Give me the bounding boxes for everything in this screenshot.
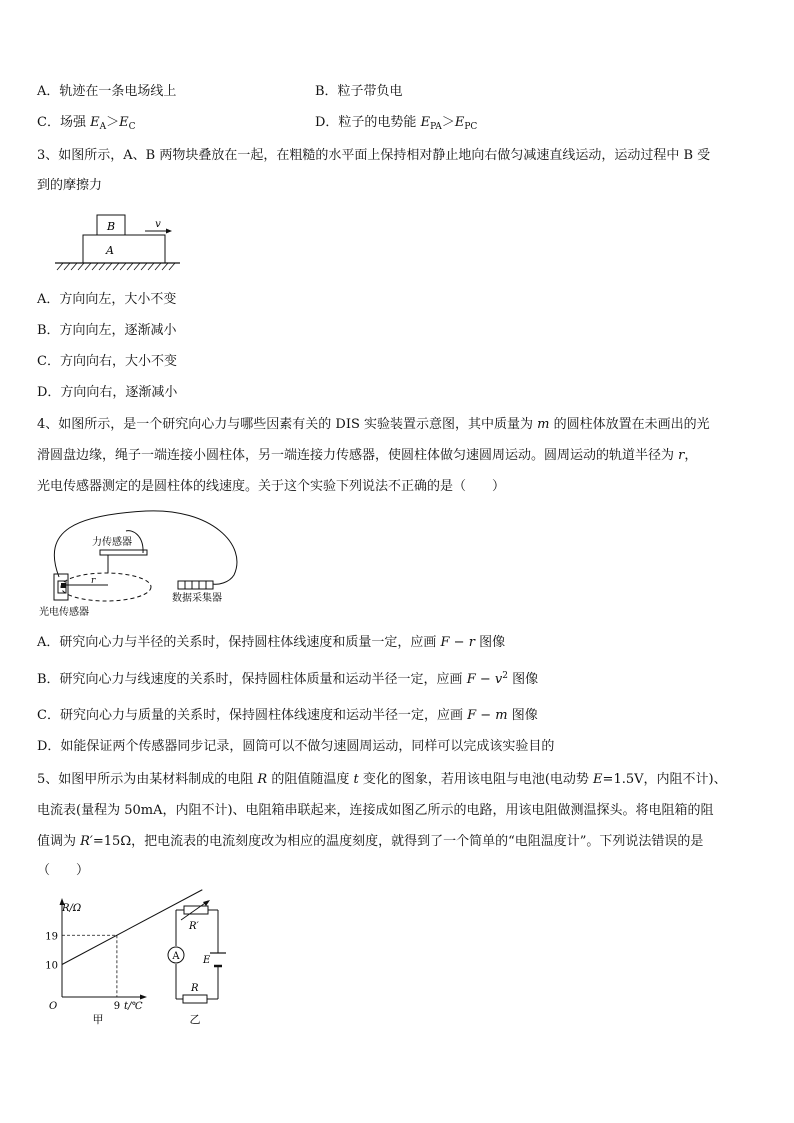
q2-option-c-text: C．场强 <box>37 115 91 130</box>
q3-option-b: B．方向向左，逐渐减小 <box>37 323 177 338</box>
fig-label-v: v <box>155 219 161 230</box>
q4-figure-dis-apparatus <box>36 505 246 620</box>
q5-stem-line2: 电流表(量程为 50mA，内阻不计)、电阻箱串联起来，连接成如图乙所示的电路，用该电阻做测温探头。将电阻箱的阻 <box>37 803 714 818</box>
y-tick-19: 19 <box>45 931 58 943</box>
q5-stem-line3 <box>37 835 703 848</box>
x-axis-label: t/℃ <box>124 1001 143 1012</box>
q2-option-d-s1: PA <box>430 122 442 132</box>
resistance-box-rprime <box>184 906 208 914</box>
ground-hatching <box>57 263 175 270</box>
q4-option-b <box>37 672 538 686</box>
q5-stem-line1 <box>37 773 727 786</box>
q4-option-c <box>37 709 538 722</box>
q3-stem-line1: 3、如图所示，A、B 两物块叠放在一起，在粗糙的水平面上保持相对静止地向右做匀减速直线运动，运动过程中 B 受 <box>37 148 711 163</box>
q3-option-a: A．方向向左，大小不变 <box>37 292 177 307</box>
data-collector-box <box>178 581 213 589</box>
q4-option-d: D．如能保证两个传感器同步记录，圆筒可以不做匀速圆周运动，同样可以完成该实验目的 <box>37 739 555 754</box>
long-cable <box>54 511 237 584</box>
q2-option-d-s2: PC <box>464 122 478 132</box>
q5-stem-line1-t: t <box>353 772 359 787</box>
q4-option-b-tail: 图像 <box>507 672 539 687</box>
photo-sensor-label: 光电传感器 <box>39 607 89 618</box>
q2-option-a: A．轨迹在一条电场线上 <box>37 84 177 99</box>
q2-option-d-e2: E <box>454 115 465 130</box>
q5-stem-line3-a: 值调为 <box>37 834 81 849</box>
variable-arrow-head <box>203 900 210 906</box>
force-sensor-label: 力传感器 <box>92 537 132 548</box>
q5-stem-line4: （ ） <box>37 863 90 878</box>
emf-label: E <box>203 955 211 966</box>
force-sensor-box <box>100 550 147 555</box>
cylinder-mass <box>61 583 66 588</box>
q5-graph-resistance-vs-temperature <box>40 895 155 1030</box>
q2-option-d-e1: E <box>420 115 431 130</box>
q2-option-c <box>37 116 136 132</box>
q5-stem-line1-E: E <box>593 772 603 787</box>
q4-option-b-formula: F − v <box>466 672 503 687</box>
q3-option-d: D．方向向右，逐渐减小 <box>37 385 178 400</box>
q5-stem-line1-c: 变化的图象，若用该电阻与电池(电动势 <box>358 772 594 787</box>
q2-option-c-gt: ＞ <box>106 115 120 130</box>
q4-stem-line3: 光电传感器测定的是圆柱体的线速度。关于这个实验下列说法不正确的是（ ） <box>37 479 506 494</box>
graph-caption: 甲 <box>92 1013 104 1026</box>
data-collector-label: 数据采集器 <box>172 593 222 604</box>
orbit-ellipse <box>61 573 151 601</box>
q5-stem-line3-b: =15Ω，把电流表的电流刻度改为相应的温度刻度，就得到了一个简单的“电阻温度计”。下列说法错误的是 <box>92 834 704 849</box>
q4-option-b-text: B．研究向心力与线速度的关系时，保持圆柱体质量和运动半径一定，应画 <box>37 672 467 687</box>
q2-option-d-gt: ＞ <box>441 115 455 130</box>
q4-option-a-text: A．研究向心力与半径的关系时，保持圆柱体线速度和质量一定，应画 <box>37 635 441 650</box>
r-label: R <box>191 983 199 994</box>
q5-stem-line1-b: 的阻值随温度 <box>267 772 354 787</box>
q4-stem-line2-b: ， <box>684 448 698 463</box>
q3-stem-line2: 到的摩擦力 <box>37 178 103 193</box>
rprime-label: R′ <box>189 921 199 932</box>
velocity-arrow-head <box>166 229 172 234</box>
circuit-caption: 乙 <box>189 1013 201 1026</box>
block-a <box>83 235 165 263</box>
q2-option-c-e1: E <box>90 115 100 130</box>
q4-option-a <box>37 636 505 649</box>
fig-label-a: A <box>106 244 114 257</box>
q2-option-d-text: D．粒子的电势能 <box>315 115 421 130</box>
y-axis-label: R/Ω <box>62 903 82 914</box>
q5-stem-line1-R: R <box>257 772 268 787</box>
q4-option-c-formula: F − m <box>467 708 508 723</box>
q2-option-c-s2: C <box>128 122 136 132</box>
q3-option-c: C．方向向右，大小不变 <box>37 354 177 369</box>
q4-stem-line1 <box>37 418 710 431</box>
resistor-r <box>183 995 207 1003</box>
y-tick-10: 10 <box>45 960 58 972</box>
q4-stem-line2-a: 滑圆盘边缘，绳子一端连接小圆柱体，另一端连接力传感器，使圆柱体做匀速圆周运动。圆周运动的轨道半径为 <box>37 448 679 463</box>
radius-label: r <box>91 576 96 586</box>
q4-stem-line2-r: r <box>678 448 685 463</box>
fig-label-b: B <box>106 220 116 233</box>
q2-option-d <box>315 116 477 132</box>
q2-option-b: B．粒子带负电 <box>315 84 403 99</box>
q2-option-c-e2: E <box>119 115 129 130</box>
q5-circuit-diagram <box>158 900 238 1035</box>
q4-option-a-tail: 图像 <box>474 635 506 650</box>
q4-stem-line2 <box>37 449 697 462</box>
origin-label: O <box>49 1001 58 1012</box>
q2-option-c-s1: A <box>99 122 107 132</box>
q4-stem-line1-a: 4、如图所示，是一个研究向心力与哪些因素有关的 DIS 实验装置示意图，其中质量为 <box>37 417 538 432</box>
q5-stem-line1-d: =1.5V，内阻不计)、 <box>602 772 727 787</box>
q4-option-a-formula: F − r <box>440 635 475 650</box>
x-tick-9: 9 <box>113 1001 121 1012</box>
ammeter-label: A <box>172 951 180 962</box>
q5-stem-line3-R: R′ <box>80 834 93 849</box>
q4-option-c-text: C．研究向心力与质量的关系时，保持圆柱体线速度和运动半径一定，应画 <box>37 708 468 723</box>
q5-stem-line1-a: 5、如图甲所示为由某材料制成的电阻 <box>37 772 258 787</box>
q4-option-b-sup: 2 <box>502 671 508 681</box>
q4-stem-line1-b: 的圆柱体放置在未画出的光 <box>549 417 710 432</box>
q4-stem-line1-m: m <box>537 417 550 432</box>
q4-option-c-tail: 图像 <box>507 708 538 723</box>
x-axis-arrow <box>140 995 147 1000</box>
q3-figure-blocks <box>55 212 180 274</box>
